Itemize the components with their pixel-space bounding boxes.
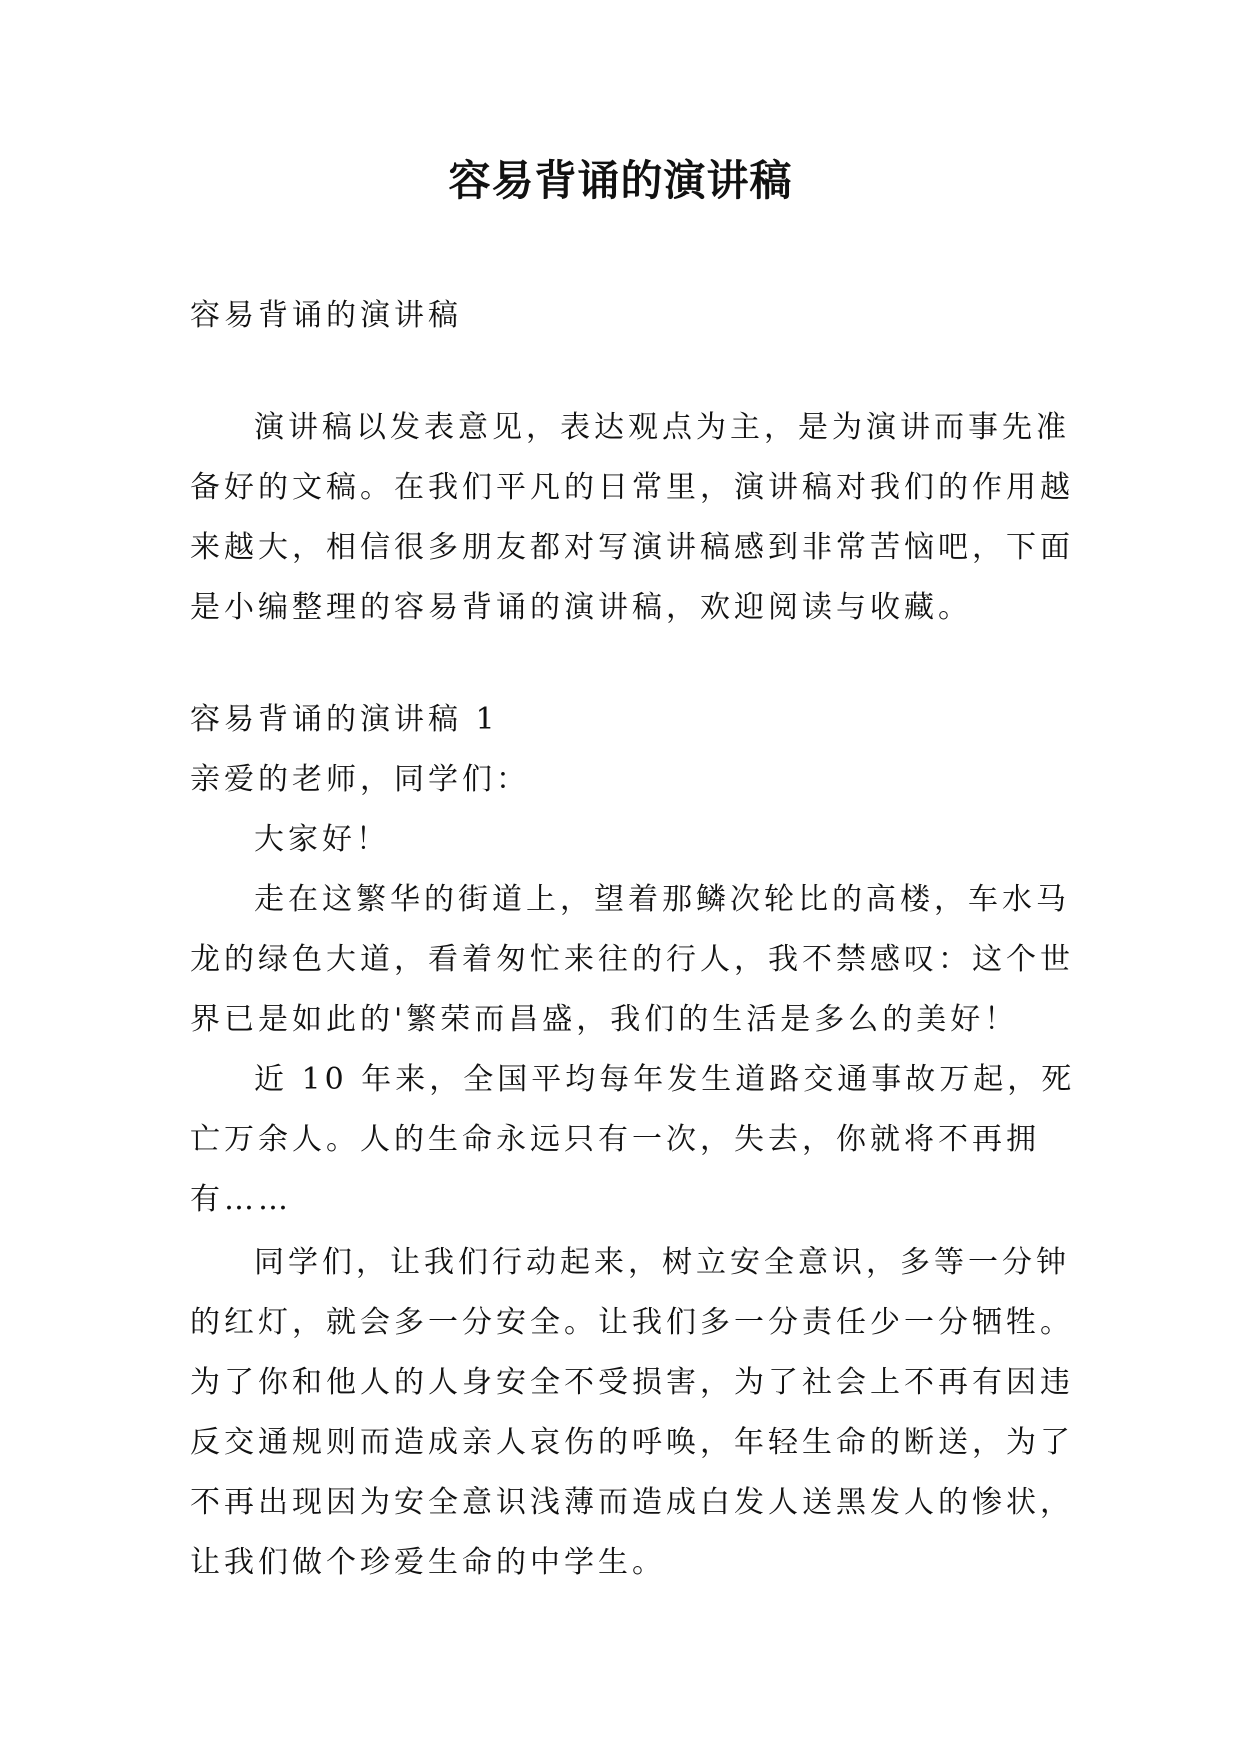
intro-line: 演讲稿以发表意见，表达观点为主，是为演讲而事先准: [254, 410, 1070, 445]
paragraph-line: 有……: [190, 1182, 292, 1217]
paragraph-line: 不再出现因为安全意识浅薄而造成白发人送黑发人的惨状，: [190, 1485, 1074, 1520]
document-title: 容易背诵的演讲稿: [448, 156, 793, 205]
salutation: 亲爱的老师，同学们：: [190, 762, 530, 797]
paragraph-line: 界已是如此的'繁荣而昌盛，我们的生活是多么的美好！: [190, 1002, 1019, 1037]
paragraph-line: 亡万余人。人的生命永远只有一次，失去，你就将不再拥: [190, 1122, 1040, 1157]
paragraph-line: 走在这繁华的街道上，望着那鳞次轮比的高楼，车水马: [254, 882, 1070, 917]
paragraph-line: 近 10 年来，全国平均每年发生道路交通事故万起，死: [254, 1062, 1076, 1097]
paragraph-line: 为了你和他人的人身安全不受损害，为了社会上不再有因违: [190, 1365, 1074, 1400]
paragraph-line: 的红灯，就会多一分安全。让我们多一分责任少一分牺牲。: [190, 1305, 1074, 1340]
paragraph-line: 龙的绿色大道，看着匆忙来往的行人，我不禁感叹：这个世: [190, 942, 1074, 977]
paragraph-line: 同学们，让我们行动起来，树立安全意识，多等一分钟: [254, 1245, 1070, 1280]
paragraph-line: 反交通规则而造成亲人哀伤的呼唤，年轻生命的断送，为了: [190, 1425, 1074, 1460]
paragraph-line: 让我们做个珍爱生命的中学生。: [190, 1545, 666, 1580]
section-heading: 容易背诵的演讲稿 1: [190, 702, 499, 737]
document-subtitle: 容易背诵的演讲稿: [190, 298, 462, 333]
intro-line: 是小编整理的容易背诵的演讲稿，欢迎阅读与收藏。: [190, 590, 972, 625]
greeting: 大家好！: [254, 822, 390, 857]
intro-line: 备好的文稿。在我们平凡的日常里，演讲稿对我们的作用越: [190, 470, 1074, 505]
intro-line: 来越大，相信很多朋友都对写演讲稿感到非常苦恼吧，下面: [190, 530, 1074, 565]
